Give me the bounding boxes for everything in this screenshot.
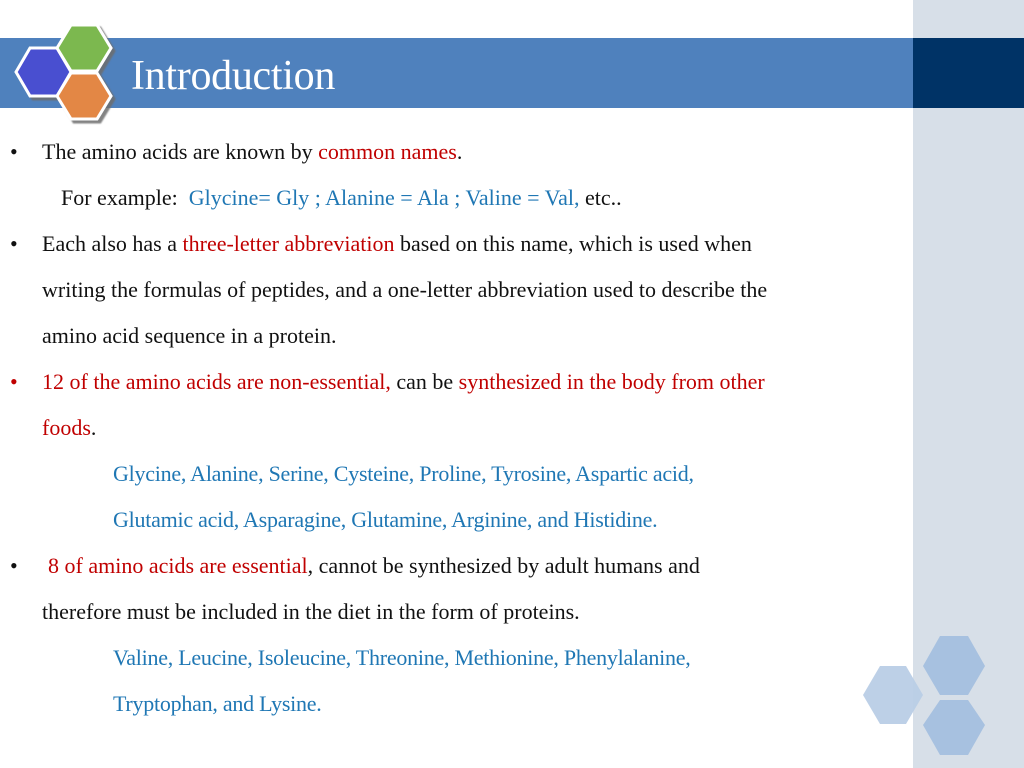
highlight-synthesized: synthesized in the body from other xyxy=(458,369,765,394)
bullet-2-line-1: Each also has a three-letter abbreviation based on this name, which is used when xyxy=(42,231,752,256)
bullet-marker: • xyxy=(10,139,18,164)
bullet-1-line-1: The amino acids are known by common names. xyxy=(42,139,463,164)
bullet-4-line-2: therefore must be included in the diet in the form of proteins. xyxy=(42,599,580,624)
slide-title: Introduction xyxy=(131,53,336,99)
essential-list-line-2: Tryptophan, and Lysine. xyxy=(113,691,322,716)
bullet-2-line-3: amino acid sequence in a protein. xyxy=(42,323,337,348)
header-accent-block xyxy=(913,38,1024,108)
bullet-2-line-2: writing the formulas of peptides, and a one-letter abbreviation used to describe the xyxy=(42,277,768,302)
essential-list-line-1: Valine, Leucine, Isoleucine, Threonine, Methionine, Phenylalanine, xyxy=(113,645,691,670)
example-abbreviations: Glycine= Gly ; Alanine = Ala ; Valine = Val, xyxy=(188,185,580,210)
bullet-3-line-1: 12 of the amino acids are non-essential, can be synthesized in the body from other xyxy=(42,369,765,394)
highlight-essential: 8 of amino acids are essential xyxy=(48,553,308,578)
non-essential-list-line-1: Glycine, Alanine, Serine, Cysteine, Proline, Tyrosine, Aspartic acid, xyxy=(113,461,694,486)
highlight-common-names: common names xyxy=(318,139,457,164)
example-label: For example: xyxy=(61,185,189,210)
bullet-marker: • xyxy=(10,231,18,256)
bullet-3-line-2: foods. xyxy=(42,415,97,440)
example-line: For example: Glycine= Gly ; Alanine = Ala ; Valine = Val, etc.. xyxy=(61,185,622,210)
bullet-marker: • xyxy=(10,553,18,578)
highlight-non-essential: 12 of the amino acids are non-essential, xyxy=(42,369,391,394)
non-essential-list-line-2: Glutamic acid, Asparagine, Glutamine, Arginine, and Histidine. xyxy=(113,507,658,532)
highlight-three-letter-abbreviation: three-letter abbreviation xyxy=(182,231,395,256)
bullet-4-line-1: 8 of amino acids are essential, cannot be synthesized by adult humans and xyxy=(48,553,700,578)
bullet-marker: • xyxy=(10,369,18,394)
